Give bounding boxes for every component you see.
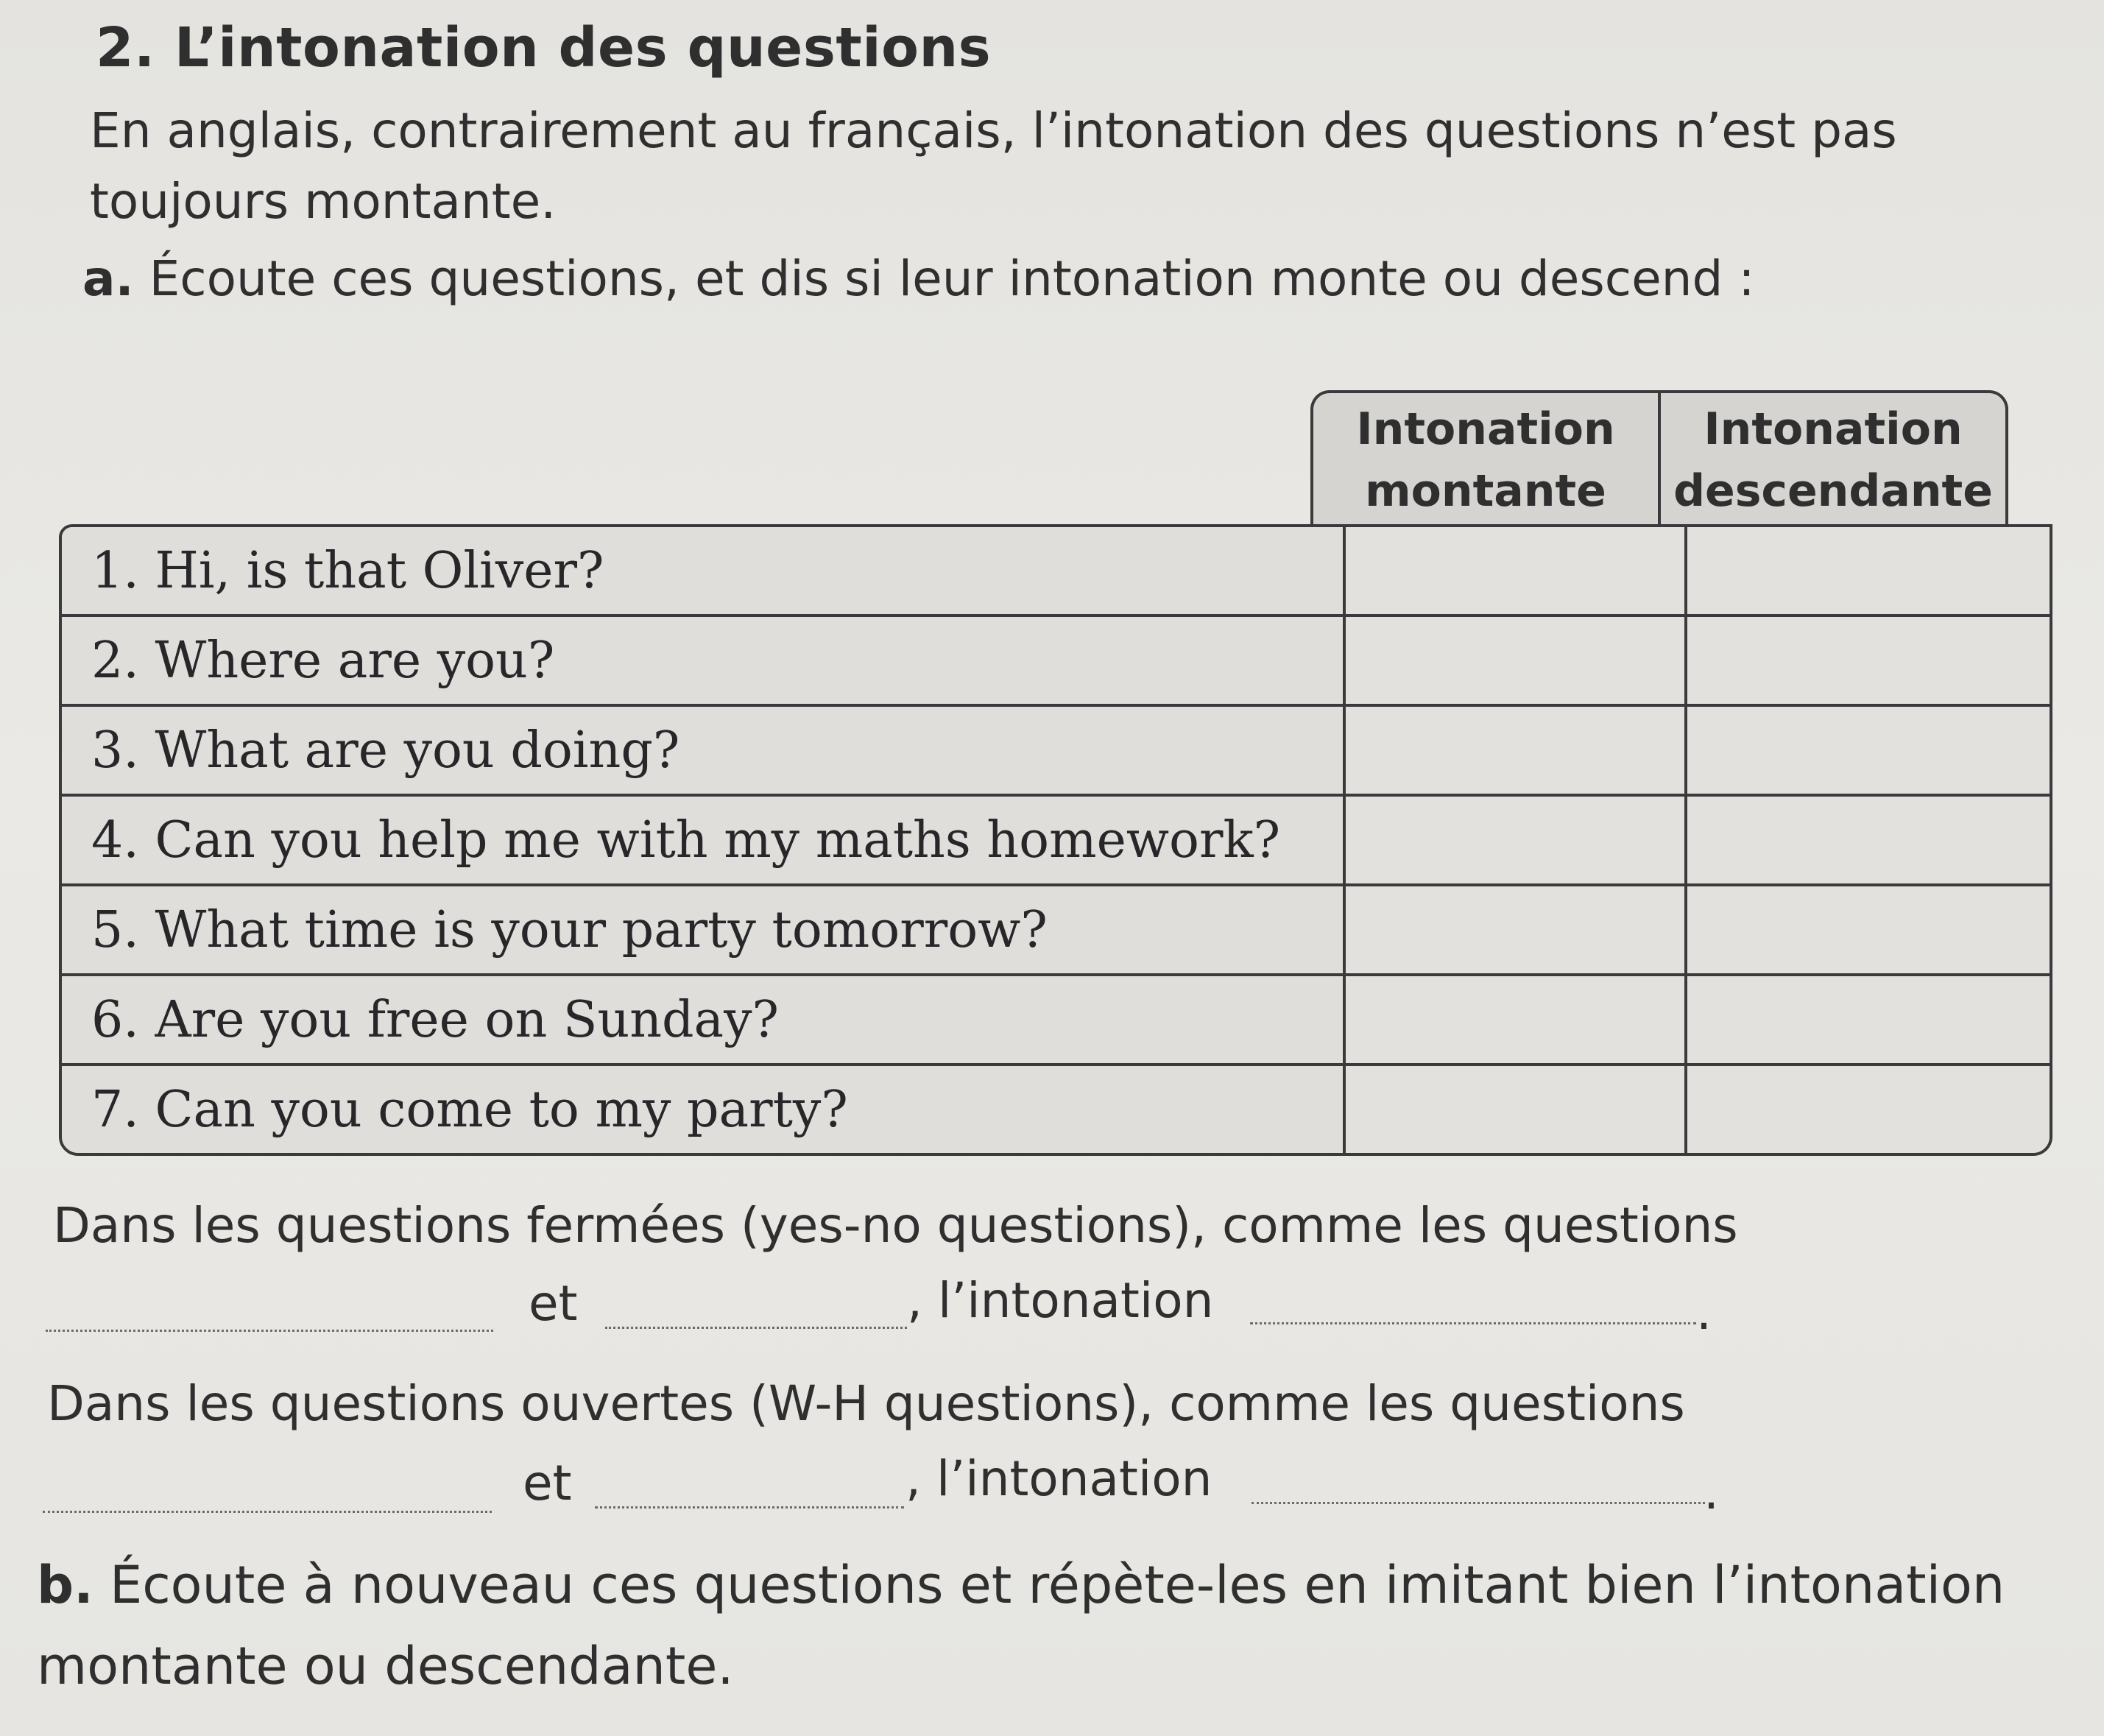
question-cell: 7. Can you come to my party? (62, 1066, 1343, 1153)
open-blank-2[interactable] (595, 1506, 904, 1509)
rising-answer-cell[interactable] (1343, 527, 1684, 614)
rising-answer-cell[interactable] (1343, 797, 1684, 883)
table-row (62, 1063, 2050, 1153)
question-cell: 3. What are you doing? (62, 707, 1343, 794)
rising-answer-cell[interactable] (1343, 976, 1684, 1063)
table-row (62, 527, 2050, 614)
falling-answer-cell[interactable] (1684, 1066, 2050, 1153)
table-row (62, 794, 2050, 883)
section-title: 2. L’intonation des questions (96, 16, 992, 80)
question-cell: 5. What time is your party tomorrow? (62, 886, 1343, 973)
part-b-text: Écoute à nouveau ces questions et répète-les en imitant bien l’intonation montante ou descendante. (37, 1555, 2005, 1696)
falling-answer-cell[interactable] (1684, 617, 2050, 704)
falling-answer-cell[interactable] (1684, 886, 2050, 973)
questions-table (59, 524, 2052, 1156)
rising-answer-cell[interactable] (1343, 1066, 1684, 1153)
open-rule-text: Dans les questions ouvertes (W-H questions), comme les questions (47, 1375, 1685, 1432)
header-falling: Intonation descendante (1658, 393, 2005, 527)
part-a-letter: a. (82, 250, 134, 307)
falling-answer-cell[interactable] (1684, 976, 2050, 1063)
table-row (62, 614, 2050, 704)
open-intonation: , l’intonation (906, 1450, 1212, 1507)
question-cell: 2. Where are you? (62, 617, 1343, 704)
table-row (62, 704, 2050, 794)
open-period: . (1704, 1464, 1719, 1520)
question-cell: 4. Can you help me with my maths homework? (62, 797, 1343, 883)
falling-answer-cell[interactable] (1684, 527, 2050, 614)
closed-rule-text: Dans les questions fermées (yes-no questions), comme les questions (53, 1197, 1738, 1254)
part-a-text: Écoute ces questions, et dis si leur intonation monte ou descend : (149, 250, 1755, 307)
rising-answer-cell[interactable] (1343, 617, 1684, 704)
header-rising: Intonation montante (1356, 403, 1615, 517)
table-header (1310, 390, 2008, 527)
part-a-instruction (82, 250, 1755, 307)
closed-intonation: , l’intonation (907, 1272, 1214, 1329)
falling-answer-cell[interactable] (1684, 707, 2050, 794)
question-cell: 6. Are you free on Sunday? (62, 976, 1343, 1063)
rising-answer-cell[interactable] (1343, 707, 1684, 794)
table-row (62, 973, 2050, 1063)
open-et: et (523, 1455, 572, 1511)
closed-blank-3[interactable] (1250, 1322, 1696, 1324)
open-blank-1[interactable] (43, 1511, 492, 1513)
closed-blank-2[interactable] (605, 1327, 907, 1329)
closed-questions-rule (53, 1197, 1738, 1254)
rising-answer-cell[interactable] (1343, 886, 1684, 973)
closed-et: et (529, 1275, 578, 1332)
intro-paragraph: En anglais, contrairement au français, l’intonation des questions n’est pas toujours montante. (90, 102, 1897, 230)
part-b-instruction (37, 1545, 2083, 1707)
table-row (62, 883, 2050, 973)
falling-answer-cell[interactable] (1684, 797, 2050, 883)
open-blank-3[interactable] (1252, 1502, 1705, 1504)
closed-period: . (1696, 1284, 1712, 1341)
open-questions-rule (47, 1375, 1685, 1432)
closed-blank-1[interactable] (46, 1330, 493, 1332)
question-cell: 1. Hi, is that Oliver? (62, 527, 1343, 614)
part-b-letter: b. (37, 1555, 93, 1615)
